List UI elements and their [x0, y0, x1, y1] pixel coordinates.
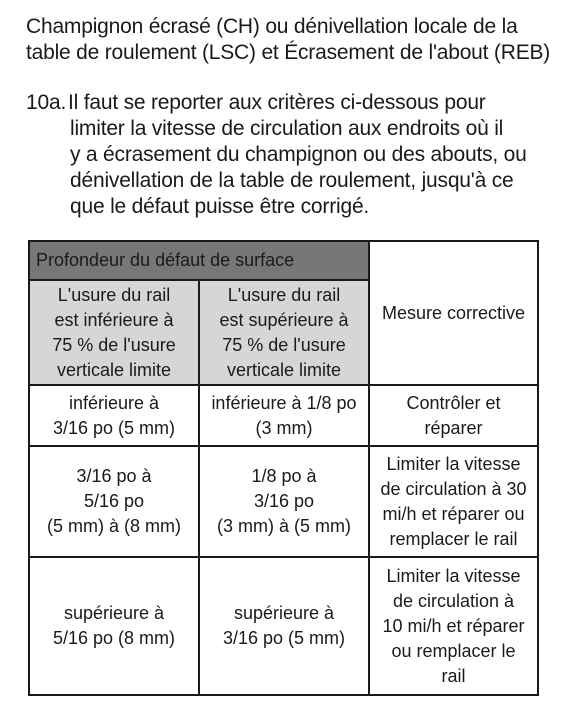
header-wear-below-75: [29, 280, 199, 385]
table-cell: [29, 446, 199, 557]
paragraph-body: [70, 90, 540, 220]
section-heading: [26, 14, 556, 66]
cell-line: 1/8 po à: [251, 466, 317, 486]
header-line: 75 % de l'usure: [52, 334, 176, 355]
paragraph-line: y a écrasement du champignon ou des abouts, ou: [70, 143, 527, 166]
paragraph-line: Il faut se reporter aux critères ci-dessous pour: [68, 91, 486, 114]
paragraph-line: que le défaut puisse être corrigé.: [70, 195, 370, 218]
cell-line: (5 mm) à (8 mm): [47, 516, 181, 536]
cell-line: rail: [441, 665, 466, 686]
cell-line: mi/h et réparer ou: [382, 503, 525, 524]
table-row: [29, 446, 538, 557]
cell-line: réparer: [424, 417, 483, 438]
cell-line: 3/16 po (5 mm): [222, 628, 346, 648]
group-header-defect-depth: Profondeur du défaut de surface: [29, 241, 369, 280]
cell-line: supérieure à: [63, 603, 165, 623]
cell-line: inférieure à 1/8 po: [211, 392, 357, 413]
cell-line: 3/16 po (5 mm): [52, 417, 176, 438]
header-line: verticale limite: [56, 359, 172, 380]
speed-restriction-table: [28, 240, 539, 696]
cell-line: 10 mi/h et réparer: [382, 615, 525, 636]
cell-line: 5/16 po (8 mm): [52, 628, 176, 648]
heading-line: table de roulement (LSC) et Écrasement de l'about (REB): [26, 41, 551, 64]
table-cell: [199, 557, 369, 695]
table-cell: [29, 557, 199, 695]
cell-line: inférieure à: [68, 392, 160, 413]
cell-line: supérieure à: [233, 603, 335, 623]
table-row: [29, 385, 538, 446]
table-cell: [369, 557, 538, 695]
paragraph-line: dénivellation de la table de roulement, jusqu'à ce: [70, 169, 514, 192]
cell-line: Contrôler et: [406, 392, 501, 413]
cell-line: 3/16 po: [253, 491, 315, 511]
paragraph-number: 10a.: [26, 91, 67, 114]
cell-line: 5/16 po: [83, 491, 145, 511]
cell-line: (3 mm) à (5 mm): [217, 516, 351, 536]
cell-line: Limiter la vitesse: [386, 453, 521, 474]
header-line: est supérieure à: [219, 309, 349, 330]
header-line: L'usure du rail: [57, 284, 171, 305]
header-corrective-action: Mesure corrective: [369, 241, 538, 385]
table-cell: [369, 385, 538, 446]
table-row: [29, 557, 538, 695]
table-cell: [199, 446, 369, 557]
paragraph-line: limiter la vitesse de circulation aux endroits où il: [70, 117, 504, 140]
cell-line: 3/16 po à: [76, 466, 152, 486]
table-cell: [29, 385, 199, 446]
header-line: 75 % de l'usure: [222, 334, 346, 355]
cell-line: Limiter la vitesse: [386, 565, 521, 586]
heading-line: Champignon écrasé (CH) ou dénivellation locale de la: [26, 15, 518, 38]
cell-line: de circulation à 30: [380, 478, 527, 499]
cell-line: de circulation à: [392, 590, 515, 611]
cell-line: ou remplacer le: [391, 640, 516, 661]
header-line: L'usure du rail: [227, 284, 341, 305]
header-wear-above-75: [199, 280, 369, 385]
table-cell: [369, 446, 538, 557]
cell-line: remplacer le rail: [389, 528, 518, 549]
header-line: est inférieure à: [54, 309, 174, 330]
cell-line: (3 mm): [255, 417, 313, 438]
table-cell: [199, 385, 369, 446]
header-line: verticale limite: [226, 359, 342, 380]
